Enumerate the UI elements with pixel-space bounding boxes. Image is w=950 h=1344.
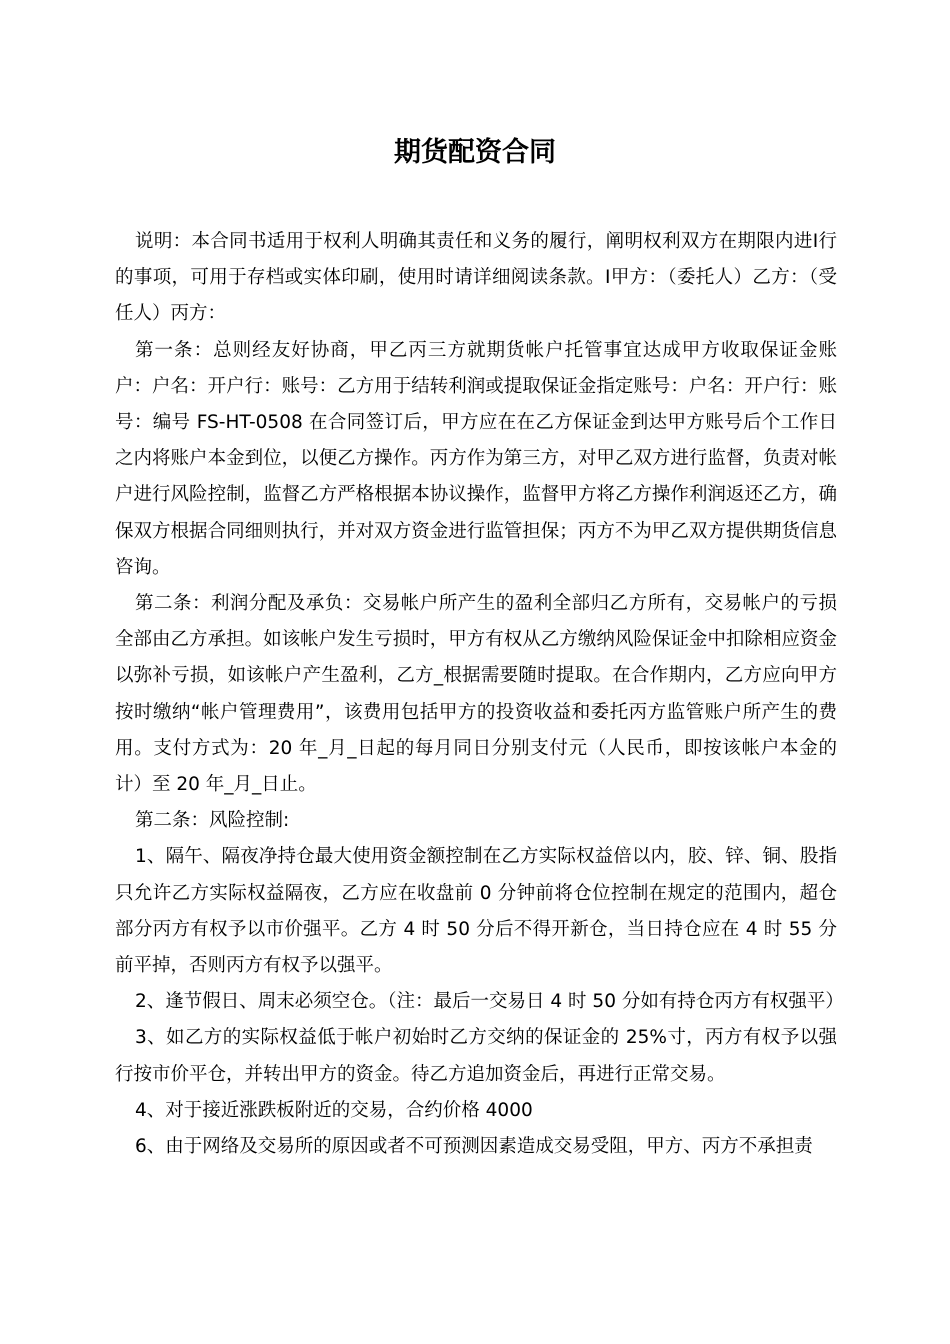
paragraph-risk-item-6: 6、由于网络及交易所的原因或者不可预测因素造成交易受阻，甲方、丙方不承担责: [135, 1136, 813, 1158]
paragraph-risk-item-1: 1、隔午、隔夜净持仓最大使用资金额控制在乙方实际权益倍以内，胶、锌、铜、股指只允许乙方实际权益隔夜，乙方应在收盘前 0 分钟前将仓位控制在规定的范围内，超仓部分丙方有权予以市价强平。乙方 4 时 50 分后不得开新仓，当日持仓应在 4 时 55 分前平掉，否则丙方有权予以强平。: [115, 846, 837, 977]
paragraph-risk-item-2: 2、逢节假日、周末必须空仓。（注：最后一交易日 4 时 50 分如有持仓丙方有权强平）: [135, 991, 844, 1013]
document-title: 期货配资合同: [394, 137, 556, 168]
document-body: [115, 224, 844, 1165]
paragraph-article-1: 第一条：总则经友好协商，甲乙丙三方就期货帐户托管事宜达成甲方收取保证金账户：户名：开户行：账号：乙方用于结转利润或提取保证金指定账号：户名：开户行：账号：编号 FS-HT-0508 在合同签订后，甲方应在在乙方保证金到达甲方账号后个工作日之内将账户本金到位，以便乙方操作。丙方作为第三方，对甲乙双方进行监督，负责对帐户进行风险控制，监督乙方严格根据本协议操作，监督甲方将乙方操作利润返还乙方，确保双方根据合同细则执行，并对双方资金进行监管担保；丙方不为甲乙双方提供期货信息咨询。: [115, 339, 837, 578]
paragraph-risk-item-4: 4、对于接近涨跌板附近的交易，合约价格 4000: [135, 1099, 533, 1121]
paragraph-intro: 说明：本合同书适用于权利人明确其责任和义务的履行，阐明权利双方在期限内进Ⅰ行的事项，可用于存档或实体印刷，使用时请详细阅读条款。Ⅰ甲方：（委托人）乙方：（受任人）丙方：: [115, 231, 837, 325]
paragraph-risk-item-3: 3、如乙方的实际权益低于帐户初始时乙方交纳的保证金的 25%寸，丙方有权予以强行按市价平仓，并转出甲方的资金。待乙方追加资金后，再进行正常交易。: [115, 1027, 837, 1085]
paragraph-article-2: 第二条：利润分配及承负：交易帐户所产生的盈利全部归乙方所有，交易帐户的亏损全部由乙方承担。如该帐户发生亏损时，甲方有权从乙方缴纳风险保证金中扣除相应资金以弥补亏损，如该帐户产生盈利，乙方_根据需要随时提取。在合作期内，乙方应向甲方按时缴纳“帐户管理费用”，该费用包括甲方的投资收益和委托丙方监管账户所产生的费用。支付方式为：20 年_月_日起的每月同日分别支付元（人民币，即按该帐户本金的计）至 20 年_月_日止。: [115, 593, 837, 796]
paragraph-risk-heading: 第二条：风险控制:: [135, 810, 290, 832]
